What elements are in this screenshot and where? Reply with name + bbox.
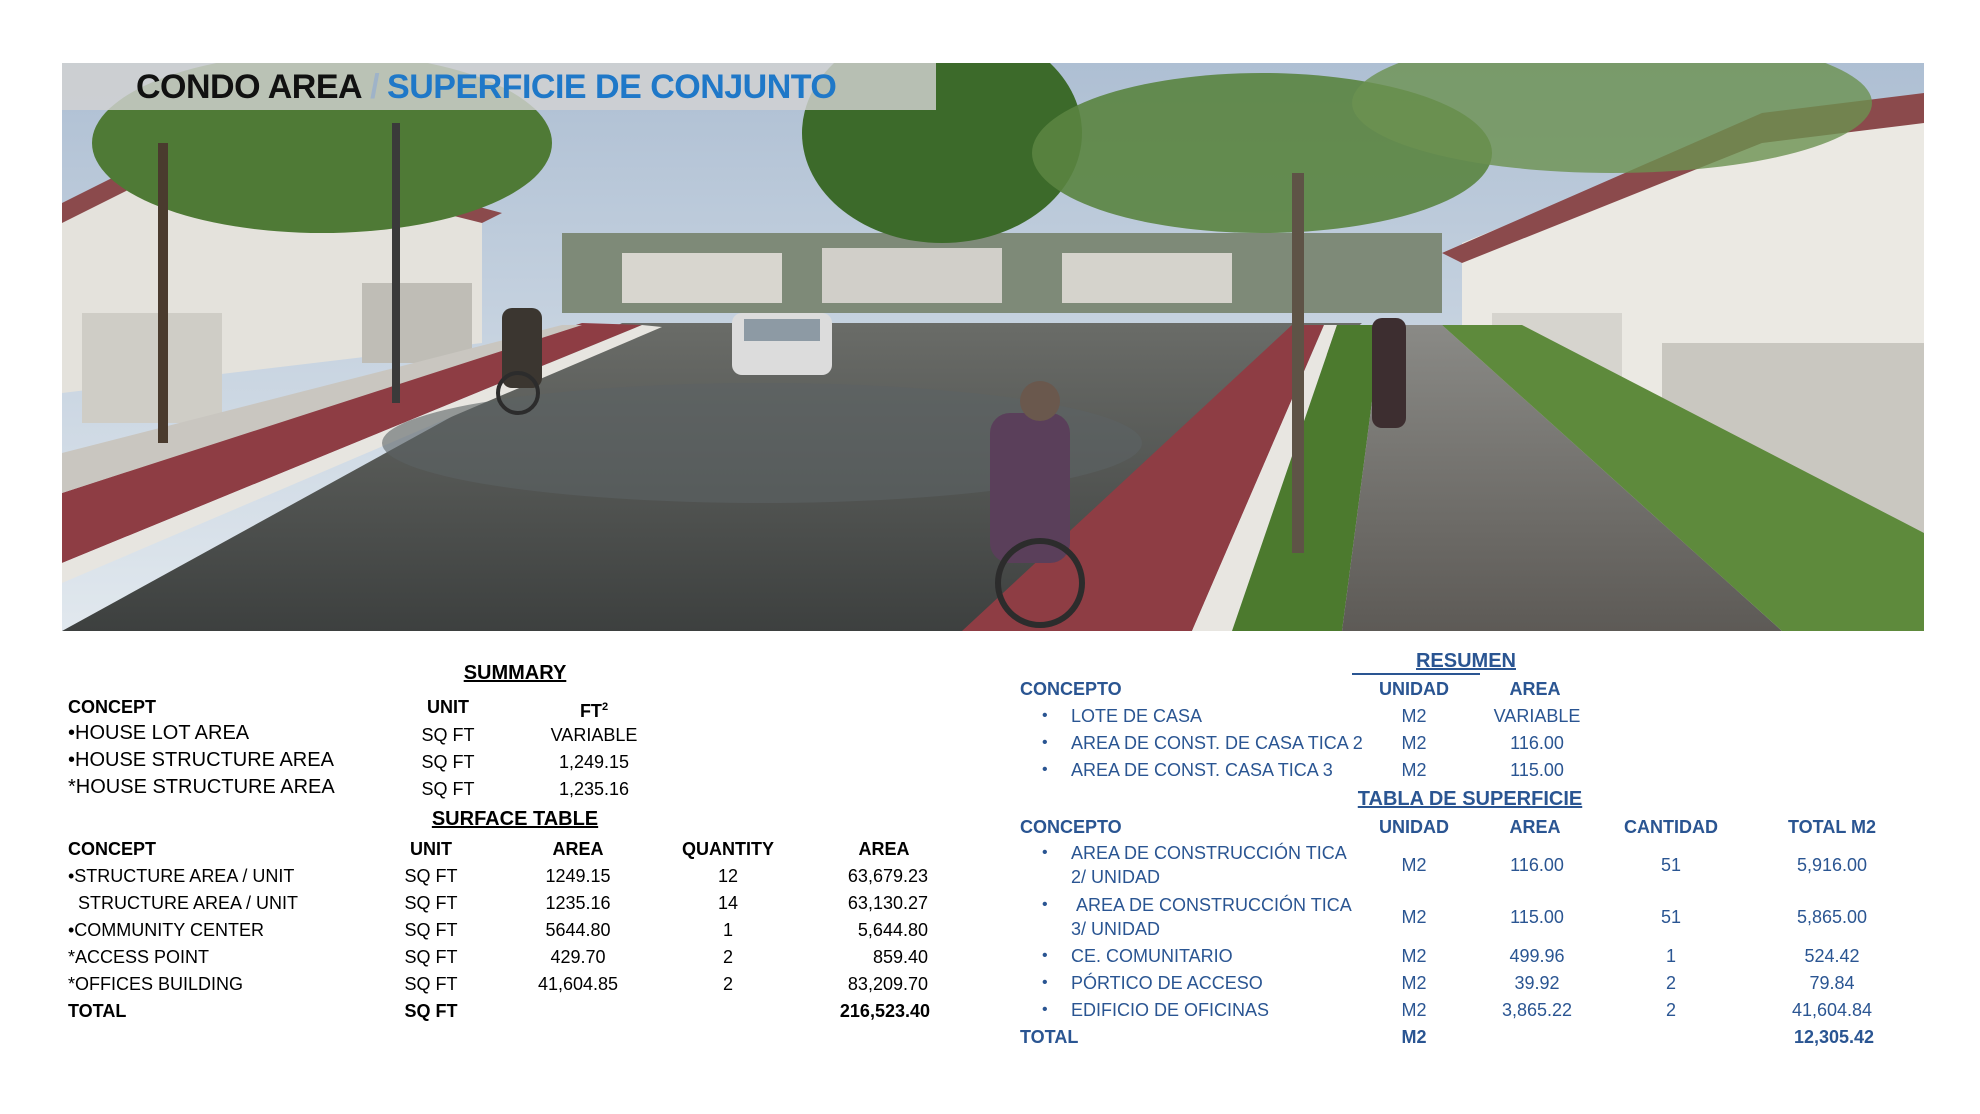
bullet-icon: •: [1042, 844, 1048, 861]
summary-col-unit: UNIT: [427, 697, 469, 717]
surface-row-unit: SQ FT: [404, 920, 458, 940]
surface-row-area: 1235.16: [545, 893, 611, 913]
surface-row-total: 63,130.27: [847, 893, 928, 913]
tabla-row-total: 5,865.00: [1796, 907, 1868, 927]
resumen-row-unit: M2: [1401, 733, 1427, 753]
resumen-col-concept: CONCEPTO: [1020, 679, 1122, 699]
summary-row-concept: •HOUSE STRUCTURE AREA: [68, 749, 334, 771]
surface-row-unit: SQ FT: [404, 866, 458, 886]
tabla-row-quantity: 51: [1660, 907, 1682, 927]
summary-row-unit: SQ FT: [421, 725, 475, 745]
resumen-row-unit: M2: [1401, 760, 1427, 780]
tabla-row-concept: CE. COMUNITARIO: [1071, 946, 1233, 966]
tabla-row-concept: PÓRTICO DE ACCESO: [1071, 973, 1263, 993]
tabla-row-concept-line2: 2/ UNIDAD: [1071, 867, 1161, 887]
resumen-heading: RESUMEN: [1415, 650, 1517, 672]
tabla-row-concept-line1: AREA DE CONSTRUCCIÓN TICA: [1071, 843, 1347, 863]
surface-row-quantity: 12: [717, 866, 739, 886]
tabla-row-concept-line1: AREA DE CONSTRUCCIÓN TICA: [1076, 895, 1352, 915]
bullet-icon: •: [1042, 734, 1048, 751]
tabla-row-total: 79.84: [1809, 973, 1855, 993]
surface-col-quantity: QUANTITY: [682, 839, 774, 859]
resumen-row-concept: AREA DE CONST. DE CASA TICA 2: [1071, 733, 1363, 753]
tabla-total-unit: M2: [1401, 1027, 1427, 1047]
tabla-col-quantity: CANTIDAD: [1624, 817, 1718, 837]
summary-col-ft: FT: [579, 701, 602, 721]
summary-col-concept: CONCEPT: [68, 697, 157, 717]
title-separator: /: [370, 68, 380, 106]
tabla-row-quantity: 2: [1665, 973, 1677, 993]
surface-row-area: 1249.15: [545, 866, 611, 886]
resumen-row-concept: AREA DE CONST. CASA TICA 3: [1071, 760, 1333, 780]
tabla-col-concept: CONCEPTO: [1020, 817, 1122, 837]
summary-row-concept: •HOUSE LOT AREA: [68, 722, 250, 744]
tabla-row-unit: M2: [1401, 973, 1427, 993]
surface-total-value: 216,523.40: [839, 1001, 930, 1021]
tabla-row-quantity: 2: [1665, 1000, 1677, 1020]
tabla-row-concept: EDIFICIO DE OFICINAS: [1071, 1000, 1270, 1020]
tabla-row-area: 499.96: [1509, 946, 1565, 966]
bullet-icon: •: [1042, 1001, 1048, 1018]
summary-row-value: 1,249.15: [558, 752, 630, 772]
surface-row-concept: •STRUCTURE AREA / UNIT: [68, 866, 295, 886]
tabla-row-total: 41,604.84: [1791, 1000, 1873, 1020]
bullet-icon: •: [1042, 974, 1048, 991]
surface-row-total: 83,209.70: [847, 974, 928, 994]
surface-row-quantity: 2: [722, 947, 734, 967]
resumen-col-area: AREA: [1509, 679, 1561, 699]
surface-row-area: 429.70: [550, 947, 606, 967]
tabla-col-unit: UNIDAD: [1379, 817, 1449, 837]
tabla-superficie-heading: TABLA DE SUPERFICIE: [1357, 788, 1583, 810]
surface-col-unit: UNIT: [410, 839, 452, 859]
tabla-row-area: 115.00: [1510, 907, 1564, 927]
surface-col-area: AREA: [552, 839, 604, 859]
title-english: CONDO AREA: [136, 68, 363, 106]
resumen-row-area: 115.00: [1510, 760, 1564, 780]
tabla-total-value: 12,305.42: [1793, 1027, 1875, 1047]
summary-row-value: 1,235.16: [558, 779, 630, 799]
surface-col-total: AREA: [858, 839, 910, 859]
bullet-icon: •: [1042, 707, 1048, 724]
resumen-underline: [1352, 673, 1480, 675]
summary-heading: SUMMARY: [463, 662, 567, 684]
bullet-icon: •: [1042, 896, 1048, 913]
tabla-row-unit: M2: [1401, 1000, 1427, 1020]
tabla-row-total: 5,916.00: [1796, 855, 1868, 875]
page-title: [136, 64, 836, 110]
summary-col-ft-sup: 2: [601, 701, 609, 713]
surface-row-concept: STRUCTURE AREA / UNIT: [68, 893, 299, 913]
surface-row-quantity: 14: [717, 893, 739, 913]
hero-render-image: [62, 63, 1924, 631]
surface-total-label: TOTAL: [68, 1001, 127, 1021]
surface-row-concept: •COMMUNITY CENTER: [68, 920, 264, 940]
bullet-icon: •: [1042, 761, 1048, 778]
surface-row-unit: SQ FT: [404, 893, 458, 913]
surface-col-concept: CONCEPT: [68, 839, 157, 859]
summary-col-ft2: [580, 696, 608, 722]
surface-row-total: 5,644.80: [857, 920, 928, 940]
bullet-icon: •: [1042, 947, 1048, 964]
tabla-row-area: 3,865.22: [1501, 1000, 1573, 1020]
surface-row-area: 5644.80: [545, 920, 611, 940]
resumen-row-concept: LOTE DE CASA: [1071, 706, 1203, 726]
surface-row-area: 41,604.85: [537, 974, 619, 994]
summary-row-concept: *HOUSE STRUCTURE AREA: [68, 776, 335, 798]
surface-row-quantity: 2: [722, 974, 734, 994]
surface-row-total: 859.40: [872, 947, 928, 967]
tabla-row-area: 39.92: [1514, 973, 1560, 993]
tabla-row-total: 524.42: [1804, 946, 1860, 966]
title-spanish: SUPERFICIE DE CONJUNTO: [387, 68, 837, 106]
surface-row-concept: *ACCESS POINT: [68, 947, 210, 967]
tabla-row-quantity: 1: [1665, 946, 1677, 966]
tabla-col-area: AREA: [1509, 817, 1561, 837]
resumen-row-area: VARIABLE: [1493, 706, 1581, 726]
surface-total-unit: SQ FT: [404, 1001, 458, 1021]
tabla-row-unit: M2: [1401, 855, 1427, 875]
resumen-col-unit: UNIDAD: [1379, 679, 1449, 699]
surface-row-unit: SQ FT: [404, 974, 458, 994]
surface-table-heading: SURFACE TABLE: [431, 808, 599, 830]
tabla-row-unit: M2: [1401, 907, 1427, 927]
summary-row-value: VARIABLE: [550, 725, 638, 745]
surface-row-unit: SQ FT: [404, 947, 458, 967]
tabla-row-concept-line2: 3/ UNIDAD: [1071, 919, 1161, 939]
resumen-row-unit: M2: [1401, 706, 1427, 726]
tabla-row-quantity: 51: [1660, 855, 1682, 875]
tabla-row-unit: M2: [1401, 946, 1427, 966]
surface-row-quantity: 1: [722, 920, 734, 940]
resumen-row-area: 116.00: [1510, 733, 1564, 753]
summary-row-unit: SQ FT: [421, 752, 475, 772]
tabla-col-total: TOTAL M2: [1787, 817, 1877, 837]
summary-row-unit: SQ FT: [421, 779, 475, 799]
tabla-row-area: 116.00: [1510, 855, 1564, 875]
tabla-total-label: TOTAL: [1020, 1027, 1079, 1047]
surface-row-concept: *OFFICES BUILDING: [68, 974, 244, 994]
surface-row-total: 63,679.23: [847, 866, 928, 886]
